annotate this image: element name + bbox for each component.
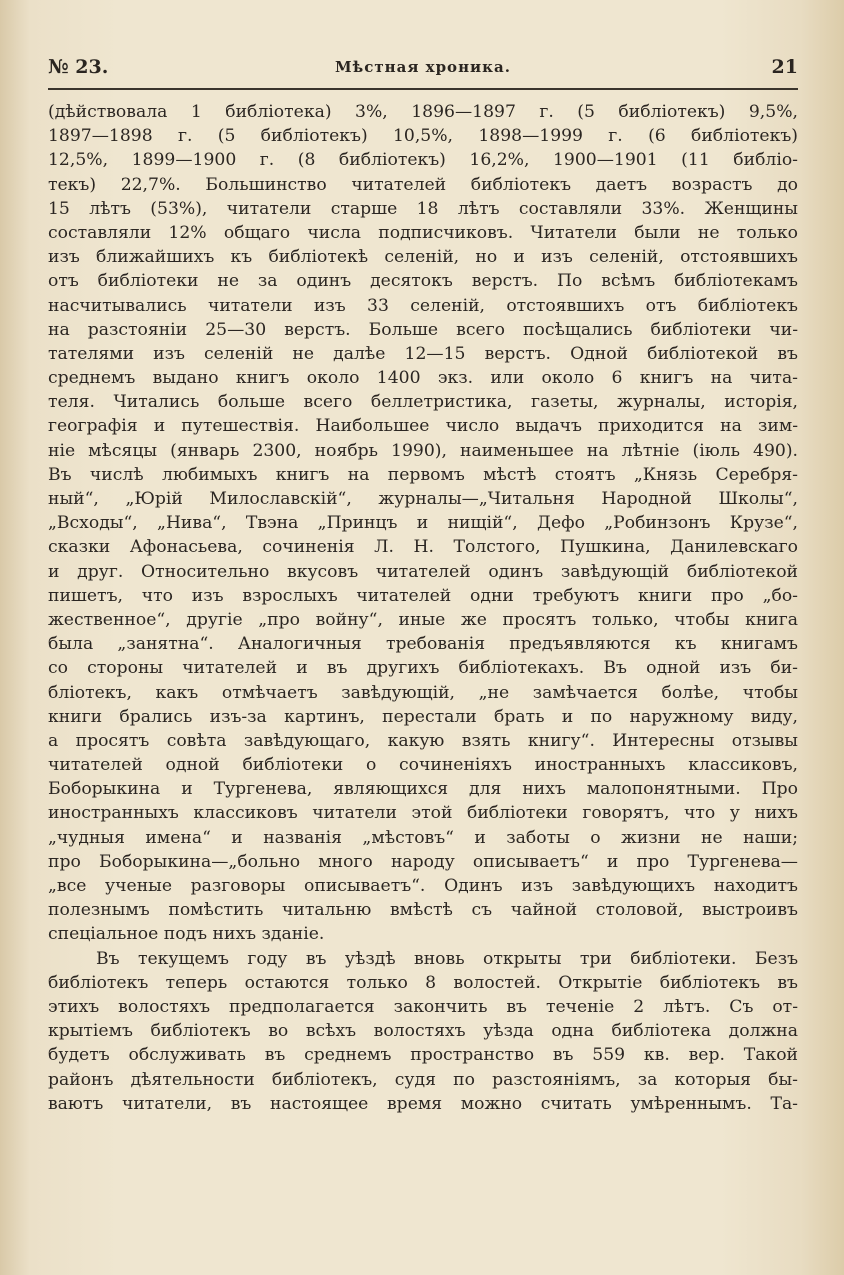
text-line: „все ученые разговоры описываетъ“. Одинъ изъ завѣдующихъ находитъ	[48, 876, 798, 896]
text-line: географія и путешествія. Наибольшее число выдачъ приходится на зим-	[48, 416, 798, 437]
text-line: сказки Афонасьева, сочиненія Л. Н. Толстого, Пушкина, Данилевскаго	[48, 537, 798, 558]
paragraph-2	[48, 947, 798, 1116]
text-line: 12,5%, 1899—1900 г. (8 библіотекъ) 16,2%, 1900—1901 (11 библіо-	[48, 150, 798, 171]
text-line: 1897—1898 г. (5 библіотекъ) 10,5%, 1898—1999 г. (6 библіотекъ)	[48, 126, 798, 147]
text-line: ваютъ читатели, въ настоящее время можно считать умѣреннымъ. Та-	[48, 1093, 798, 1114]
text-line: тателями изъ селеній не далѣе 12—15 верстъ. Одной библіотекой въ	[48, 343, 798, 364]
text-line: про Боборыкина—„больно много народу описываетъ“ и про Тургенева—	[48, 851, 798, 872]
text-line: а просятъ совѣта завѣдующаго, какую взять книгу“. Интересны отзывы	[48, 730, 798, 751]
text-line: насчитывались читатели изъ 33 селеній, отстоявшихъ отъ библіотекъ	[48, 295, 798, 316]
text-line: Боборыкина и Тургенева, являющихся для нихъ малопонятными. Про	[48, 779, 798, 800]
text-line: отъ библіотеки не за одинъ десятокъ верстъ. По всѣмъ библіотекамъ	[48, 271, 798, 292]
text-line: Въ числѣ любимыхъ книгъ на первомъ мѣстѣ стоятъ „Князь Серебря-	[48, 464, 798, 485]
text-line: районъ дѣятельности библіотекъ, судя по разстояніямъ, за которыя бы-	[48, 1069, 798, 1090]
text-line: библіотекъ теперь остаются только 8 волостей. Открытіе библіотекъ въ	[48, 972, 798, 993]
body-text	[48, 100, 798, 1116]
text-line: будетъ обслуживать въ среднемъ пространство въ 559 кв. вер. Такой	[48, 1045, 798, 1066]
text-line: жественное“, другіе „про войну“, иные же просятъ только, чтобы книга	[48, 609, 798, 630]
text-line: книги брались изъ-за картинъ, перестали брать и по наружному виду,	[48, 706, 798, 727]
text-line: (дѣйствовала 1 библіотека) 3%, 1896—1897 г. (5 библіотекъ) 9,5%,	[48, 102, 798, 122]
section-title: Мѣстная хроника.	[335, 58, 511, 76]
text-line: на разстояніи 25—30 верстъ. Больше всего посѣщались библіотеки чи-	[48, 319, 798, 340]
text-line: полезнымъ помѣстить читальню вмѣстѣ съ чайной столовой, выстроивъ	[48, 900, 798, 921]
text-line: ніе мѣсяцы (январь 2300, ноябрь 1990), наименьшее на лѣтніе (іюль 490).	[48, 440, 798, 461]
text-line: „Всходы“, „Нива“, Твэна „Принцъ и нищій“, Дефо „Робинзонъ Крузе“,	[48, 513, 798, 534]
page-number: 21	[771, 56, 798, 78]
text-line: и друг. Относительно вкусовъ читателей одинъ завѣдующій библіотекой	[48, 561, 798, 582]
text-line: составляли 12% общаго числа подписчиковъ. Читатели были не только	[48, 222, 798, 243]
text-line: 15 лѣтъ (53%), читатели старше 18 лѣтъ составляли 33%. Женщины	[48, 198, 798, 219]
text-line: текъ) 22,7%. Большинство читателей библіотекъ даетъ возрастъ до	[48, 174, 798, 195]
text-line: спеціальное подъ нихъ зданіе.	[48, 924, 325, 945]
text-line: среднемъ выдано книгъ около 1400 экз. или около 6 книгъ на чита-	[48, 368, 798, 389]
text-line: читателей одной библіотеки о сочиненіяхъ иностранныхъ классиковъ,	[48, 755, 798, 776]
text-line: ный“, „Юрій Милославскій“, журналы—„Читальня Народной Школы“,	[48, 489, 798, 509]
text-line: теля. Читались больше всего беллетристика, газеты, журналы, исторія,	[48, 392, 798, 413]
text-line: изъ ближайшихъ къ библіотекѣ селеній, но и изъ селеній, отстоявшихъ	[48, 247, 798, 268]
paragraph-1	[48, 100, 798, 947]
text-line: бліотекъ, какъ отмѣчаетъ завѣдующій, „не замѣчается болѣе, чтобы	[48, 682, 798, 703]
text-line: Въ текущемъ году въ уѣздѣ вновь открыты три библіотеки. Безъ	[96, 948, 798, 969]
text-line: со стороны читателей и въ другихъ библіотекахъ. Въ одной изъ би-	[48, 658, 798, 679]
text-line: этихъ волостяхъ предполагается закончить въ теченіе 2 лѣтъ. Съ от-	[48, 996, 798, 1017]
header-rule	[48, 88, 798, 90]
issue-number: № 23.	[48, 56, 109, 78]
text-line: иностранныхъ классиковъ читатели этой библіотеки говорятъ, что у нихъ	[48, 803, 798, 824]
text-line: крытіемъ библіотекъ во всѣхъ волостяхъ уѣзда одна библіотека должна	[48, 1021, 798, 1042]
text-line: пишетъ, что изъ взрослыхъ читателей одни требуютъ книги про „бо-	[48, 585, 798, 606]
text-line: была „занятна“. Аналогичныя требованія предъявляются къ книгамъ	[48, 634, 798, 655]
text-line: „чудныя имена“ и названія „мѣстовъ“ и заботы о жизни не наши;	[48, 827, 798, 848]
running-header	[48, 56, 798, 84]
